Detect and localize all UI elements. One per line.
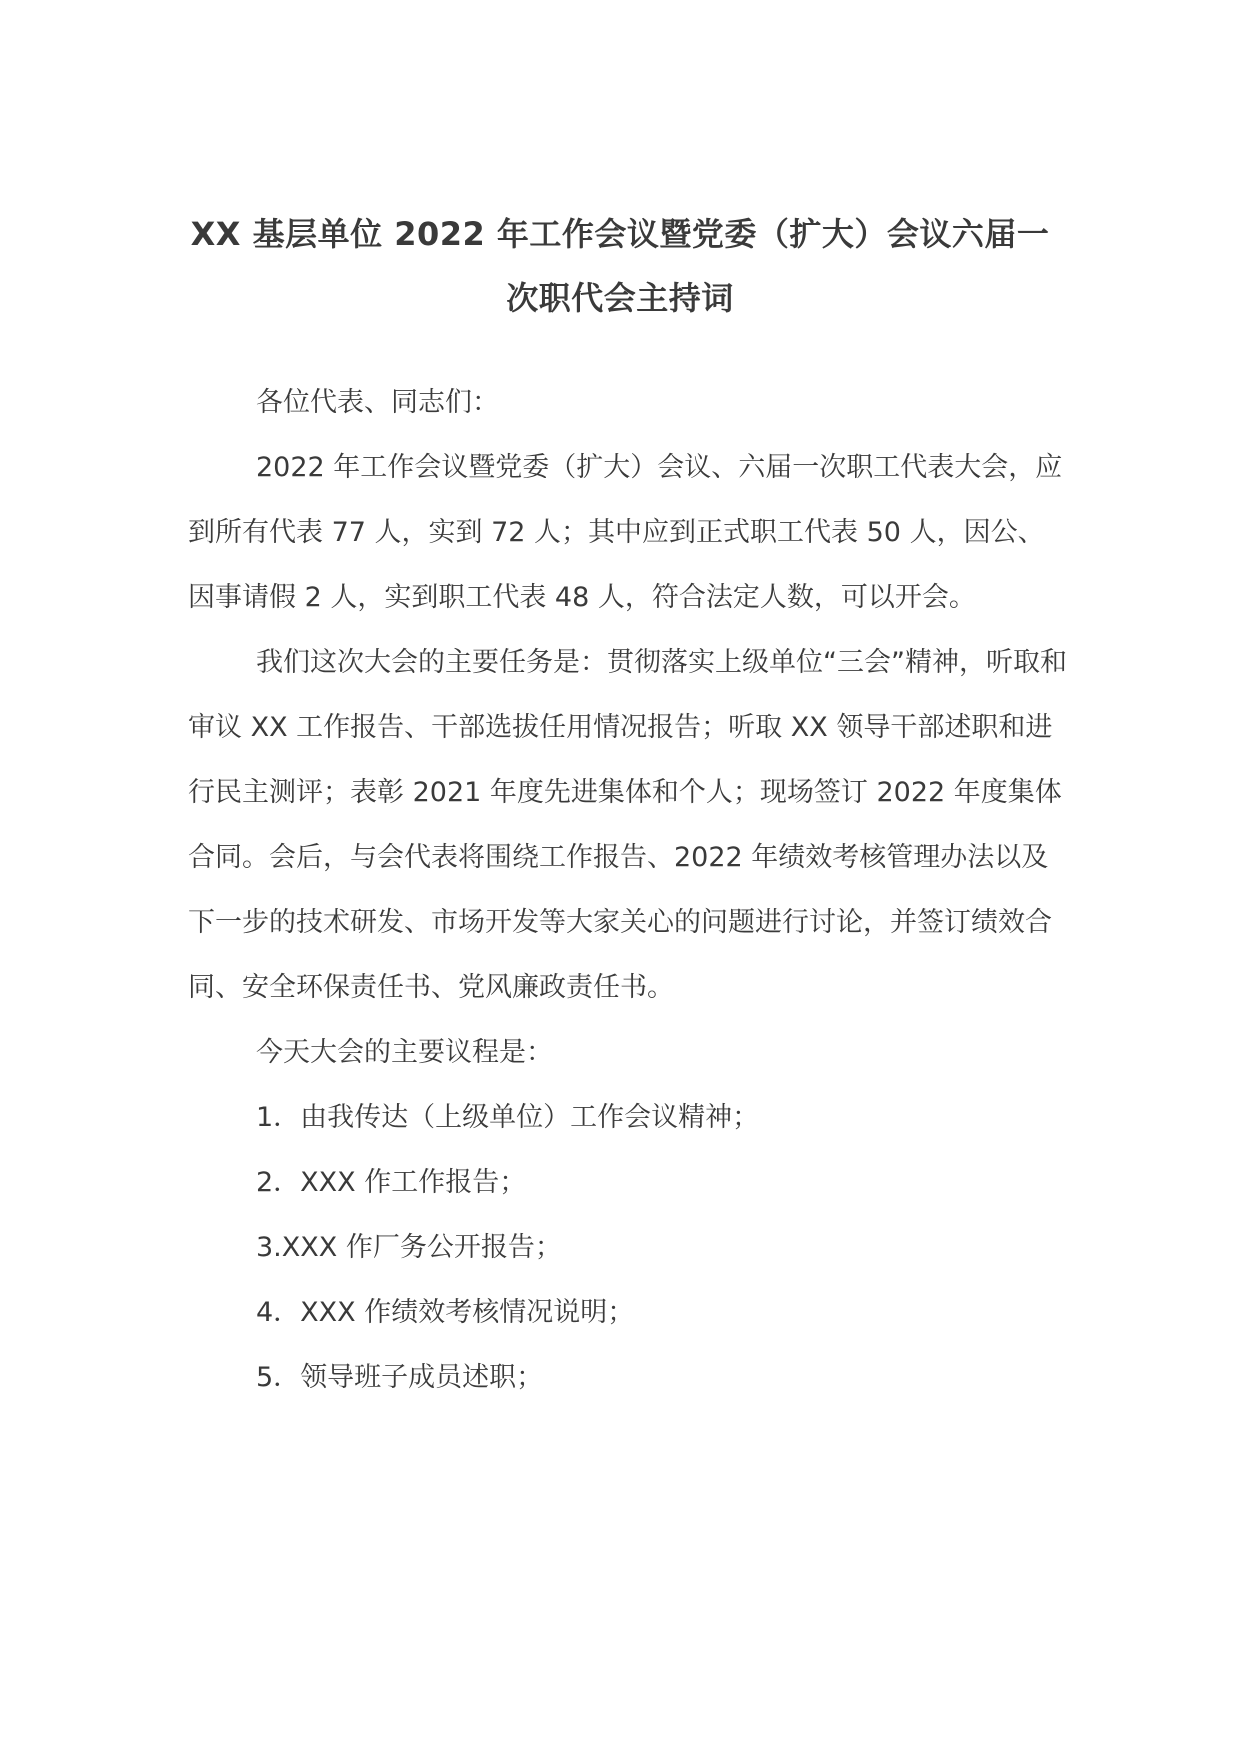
agenda-item: 3.XXX 作厂务公开报告；: [256, 1232, 562, 1263]
agenda-intro: 今天大会的主要议程是：: [256, 1037, 553, 1068]
agenda-item: 1．由我传达（上级单位）工作会议精神；: [256, 1102, 760, 1133]
attendance-paragraph: 2022 年工作会议暨党委（扩大）会议、六届一次职工代表大会，应到所有代表 77 人，实到 72 人；其中应到正式职工代表 50 人，因公、因事请假 2 人，实到职工代表 48 人，符合法定人数，可以开会。: [188, 452, 1063, 613]
agenda-item: 5．领导班子成员述职；: [256, 1362, 544, 1393]
salutation: 各位代表、同志们：: [256, 387, 499, 418]
document-title: XX 基层单位 2022 年工作会议暨党委（扩大）会议六届一次职代会主持词: [190, 215, 1050, 317]
tasks-paragraph: 我们这次大会的主要任务是：贯彻落实上级单位“三会”精神，听取和审议 XX 工作报告、干部选拔任用情况报告；听取 XX 领导干部述职和进行民主测评；表彰 2021 年度先进集体和个人；现场签订 2022 年度集体合同。会后，与会代表将围绕工作报告、2022 年绩效考核管理办法以及下一步的技术研发、市场开发等大家关心的问题进行讨论，并签订绩效合同、安全环保责任书、党风廉政责任书。: [188, 647, 1067, 1003]
agenda-item: 4．XXX 作绩效考核情况说明；: [256, 1297, 635, 1328]
agenda-item: 2．XXX 作工作报告；: [256, 1167, 527, 1198]
document-body: [188, 370, 1068, 1410]
